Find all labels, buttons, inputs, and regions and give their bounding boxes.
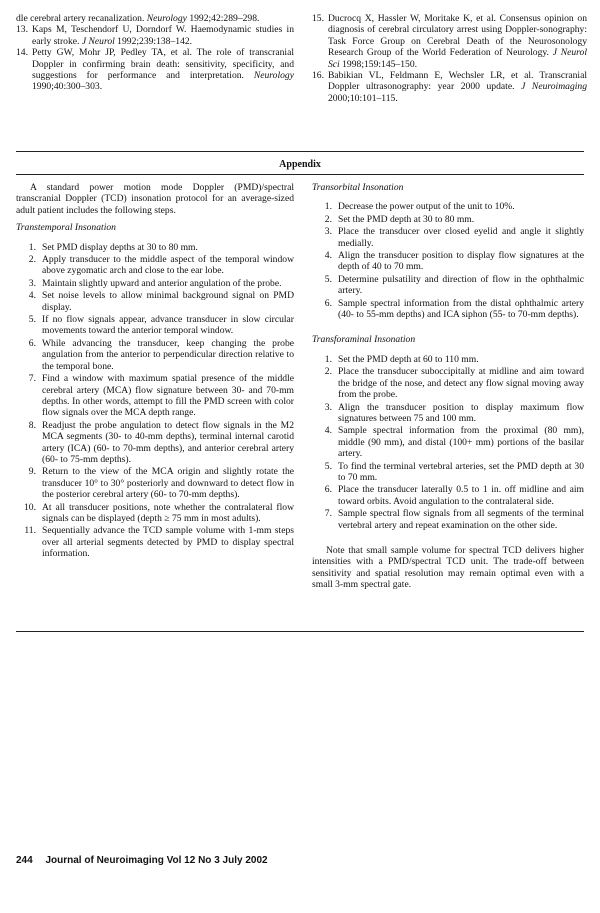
- divider: [16, 151, 584, 152]
- step-number: 2.: [28, 254, 36, 266]
- list-item: [312, 354, 584, 365]
- step-number: 4.: [324, 425, 332, 437]
- step-text: Set PMD display depths at 30 to 80 mm.: [42, 241, 198, 253]
- list-item: [312, 366, 584, 400]
- list-item: [16, 242, 294, 253]
- list-item: [16, 502, 294, 525]
- step-number: 7.: [28, 373, 36, 385]
- divider: [16, 631, 584, 632]
- step-text: Sequentially advance the TCD sample volume with 1-mm steps over all arterial segments detected by PMD to display spectral information.: [42, 525, 294, 560]
- reference-item: 14. Petty GW, Mohr JP, Pedley TA, et al. The role of transcranial Doppler in confirming brain death: sensitivity, specificity, and suggestions for performance and interpretation. Neurology 1990;40:300–303.: [16, 47, 294, 93]
- list-item: [16, 254, 294, 277]
- intro-paragraph: A standard power motion mode Doppler (PMD)/spectral transcranial Doppler (TCD) insonation protocol for an average-sized adult patient includes the following steps.: [16, 182, 294, 216]
- step-number: 4.: [324, 250, 332, 262]
- step-number: 10.: [24, 501, 36, 513]
- step-number: 1.: [324, 201, 332, 213]
- step-number: 2.: [324, 213, 332, 225]
- step-number: 11.: [24, 525, 36, 537]
- step-number: 8.: [28, 419, 36, 431]
- journal-citation: Journal of Neuroimaging Vol 12 No 3 July 2002: [45, 855, 268, 866]
- step-text: Find a window with maximum spatial presence of the middle cerebral artery (MCA) flow signature between 30- and 70-mm depths. In other words, attempt to fill the PMD screen with color flow signals over the MCA depth range.: [42, 373, 294, 419]
- list-item: [312, 298, 584, 321]
- step-text: Return to the view of the MCA origin and slightly rotate the transducer 10° to 30° posteriorly and downward to detect flow in the posterior cerebral artery (60- to 70-mm depths).: [42, 466, 294, 501]
- step-number: 7.: [324, 508, 332, 520]
- note-paragraph: Note that small sample volume for spectral TCD delivers higher intensities with a PMD/spectral TCD unit. The trade-off between sensitivity and spatial resolution may remain optimal even with a small 3-mm spectral gate.: [312, 544, 584, 591]
- step-number: 1.: [28, 241, 36, 253]
- list-item: [312, 226, 584, 249]
- step-text: Decrease the power output of the unit to 10%.: [338, 201, 515, 213]
- references-right: [312, 13, 587, 104]
- step-text: Place the transducer over closed eyelid and angle it slightly medially.: [338, 226, 584, 249]
- step-number: 4.: [28, 290, 36, 302]
- step-number: 5.: [28, 314, 36, 326]
- step-text: Sample spectral flow signals from all segments of the terminal vertebral artery and repeat examination on the other side.: [338, 508, 584, 531]
- step-text: Set the PMD depth at 30 to 80 mm.: [338, 213, 475, 225]
- list-item: [16, 525, 294, 559]
- step-number: 1.: [324, 353, 332, 365]
- step-text: Place the transducer laterally 0.5 to 1 in. off midline and aim toward orbits. Avoid angulation to the contralateral side.: [338, 484, 584, 507]
- step-number: 6.: [324, 484, 332, 496]
- list-item: [312, 508, 584, 531]
- list-item: [16, 290, 294, 313]
- list-item: [312, 484, 584, 507]
- appendix-title: Appendix: [279, 159, 321, 170]
- step-number: 2.: [324, 366, 332, 378]
- step-text: While advancing the transducer, keep changing the probe angulation from the anterior to perpendicular direction relative to the temporal bone.: [42, 337, 294, 372]
- step-text: To find the terminal vertebral arteries, set the PMD depth at 30 to 70 mm.: [338, 460, 584, 483]
- list-item: [312, 425, 584, 459]
- step-text: Align the transducer position to display maximum flow signatures between 75 and 100 mm.: [338, 401, 584, 424]
- step-number: 6.: [28, 337, 36, 349]
- divider: [16, 174, 584, 175]
- step-number: 9.: [28, 466, 36, 478]
- list-item: [16, 466, 294, 500]
- step-number: 5.: [324, 273, 332, 285]
- step-text: If no flow signals appear, advance transducer in slow circular movements toward the anterior temporal window.: [42, 314, 294, 337]
- appendix-right-column: [312, 182, 584, 597]
- list-item: [312, 201, 584, 212]
- step-number: 3.: [324, 226, 332, 238]
- step-text: At all transducer positions, note whether the contralateral flow signals can be displayed (depth ≥ 75 mm in most adults).: [42, 501, 294, 524]
- transorbital-steps: [312, 201, 584, 320]
- step-text: Place the transducer suboccipitally at midline and aim toward the bridge of the nose, and detect any flow signal moving away from the probe.: [338, 366, 584, 401]
- list-item: [16, 278, 294, 289]
- step-number: 3.: [28, 277, 36, 289]
- step-text: Readjust the probe angulation to detect flow signals in the M2 MCA segments (30- to 40-mm depths), terminal internal carotid artery (ICA) (60- to 70-mm depths), and anterior cerebral artery (60- to 75-mm depths).: [42, 419, 294, 465]
- step-number: 6.: [324, 297, 332, 309]
- list-item: [16, 338, 294, 372]
- page-footer: [16, 855, 268, 866]
- section-heading: Transtemporal Insonation: [16, 222, 116, 234]
- step-text: Maintain slightly upward and anterior angulation of the probe.: [42, 277, 282, 289]
- list-item: [16, 420, 294, 466]
- reference-item: 13. Kaps M, Teschendorf U, Dorndorf W. Haemodynamic studies in early stroke. J Neurol 1992;239:138–142.: [16, 24, 294, 47]
- step-text: Set the PMD depth at 60 to 110 mm.: [338, 353, 479, 365]
- list-item: [312, 214, 584, 225]
- step-number: 5.: [324, 460, 332, 472]
- reference-item: 16. Babikian VL, Feldmann E, Wechsler LR, et al. Transcranial Doppler ultrasonography: year 2000 update. J Neuroimaging 2000;10:101–115.: [312, 70, 588, 104]
- step-text: Sample spectral information from the distal ophthalmic artery (40- to 55-mm depths) and ICA siphon (55- to 70-mm depths).: [338, 297, 584, 321]
- step-text: Align the transducer position to display flow signatures at the depth of 40 to 70 mm.: [338, 250, 584, 273]
- transtemporal-steps: [16, 242, 294, 560]
- list-item: [312, 461, 584, 484]
- list-item: [312, 402, 584, 425]
- list-item: [312, 250, 584, 273]
- references-left: [16, 13, 294, 93]
- transforaminal-steps: [312, 354, 584, 531]
- step-text: Apply transducer to the middle aspect of the temporal window above zygomatic arch and close to the ear lobe.: [42, 254, 294, 277]
- section-heading: Transorbital Insonation: [312, 182, 404, 193]
- list-item: [16, 314, 294, 337]
- step-text: Determine pulsatility and direction of flow in the ophthalmic artery.: [338, 273, 584, 297]
- appendix-left-column: [16, 182, 294, 574]
- reference-item: dle cerebral artery recanalization. Neurology 1992;42:289–298.: [16, 13, 260, 24]
- list-item: [16, 373, 294, 419]
- page-number: 244: [16, 855, 33, 866]
- section-heading: Transforaminal Insonation: [312, 334, 416, 346]
- step-text: Sample spectral information from the proximal (80 mm), middle (90 mm), and distal (100+ mm) portions of the basilar artery.: [338, 425, 584, 460]
- list-item: [312, 274, 584, 297]
- step-text: Set noise levels to allow minimal background signal on PMD display.: [42, 290, 294, 313]
- step-number: 3.: [324, 401, 332, 413]
- reference-item: 15. Ducrocq X, Hassler W, Moritake K, et al. Consensus opinion on diagnosis of cerebral circulatory arrest using Doppler-sonography: Task Force Group on Cerebral Death of the Neurosonology Research Group of the World Federation of Neurology. J Neurol Sci 1998;159:145–150.: [312, 13, 587, 70]
